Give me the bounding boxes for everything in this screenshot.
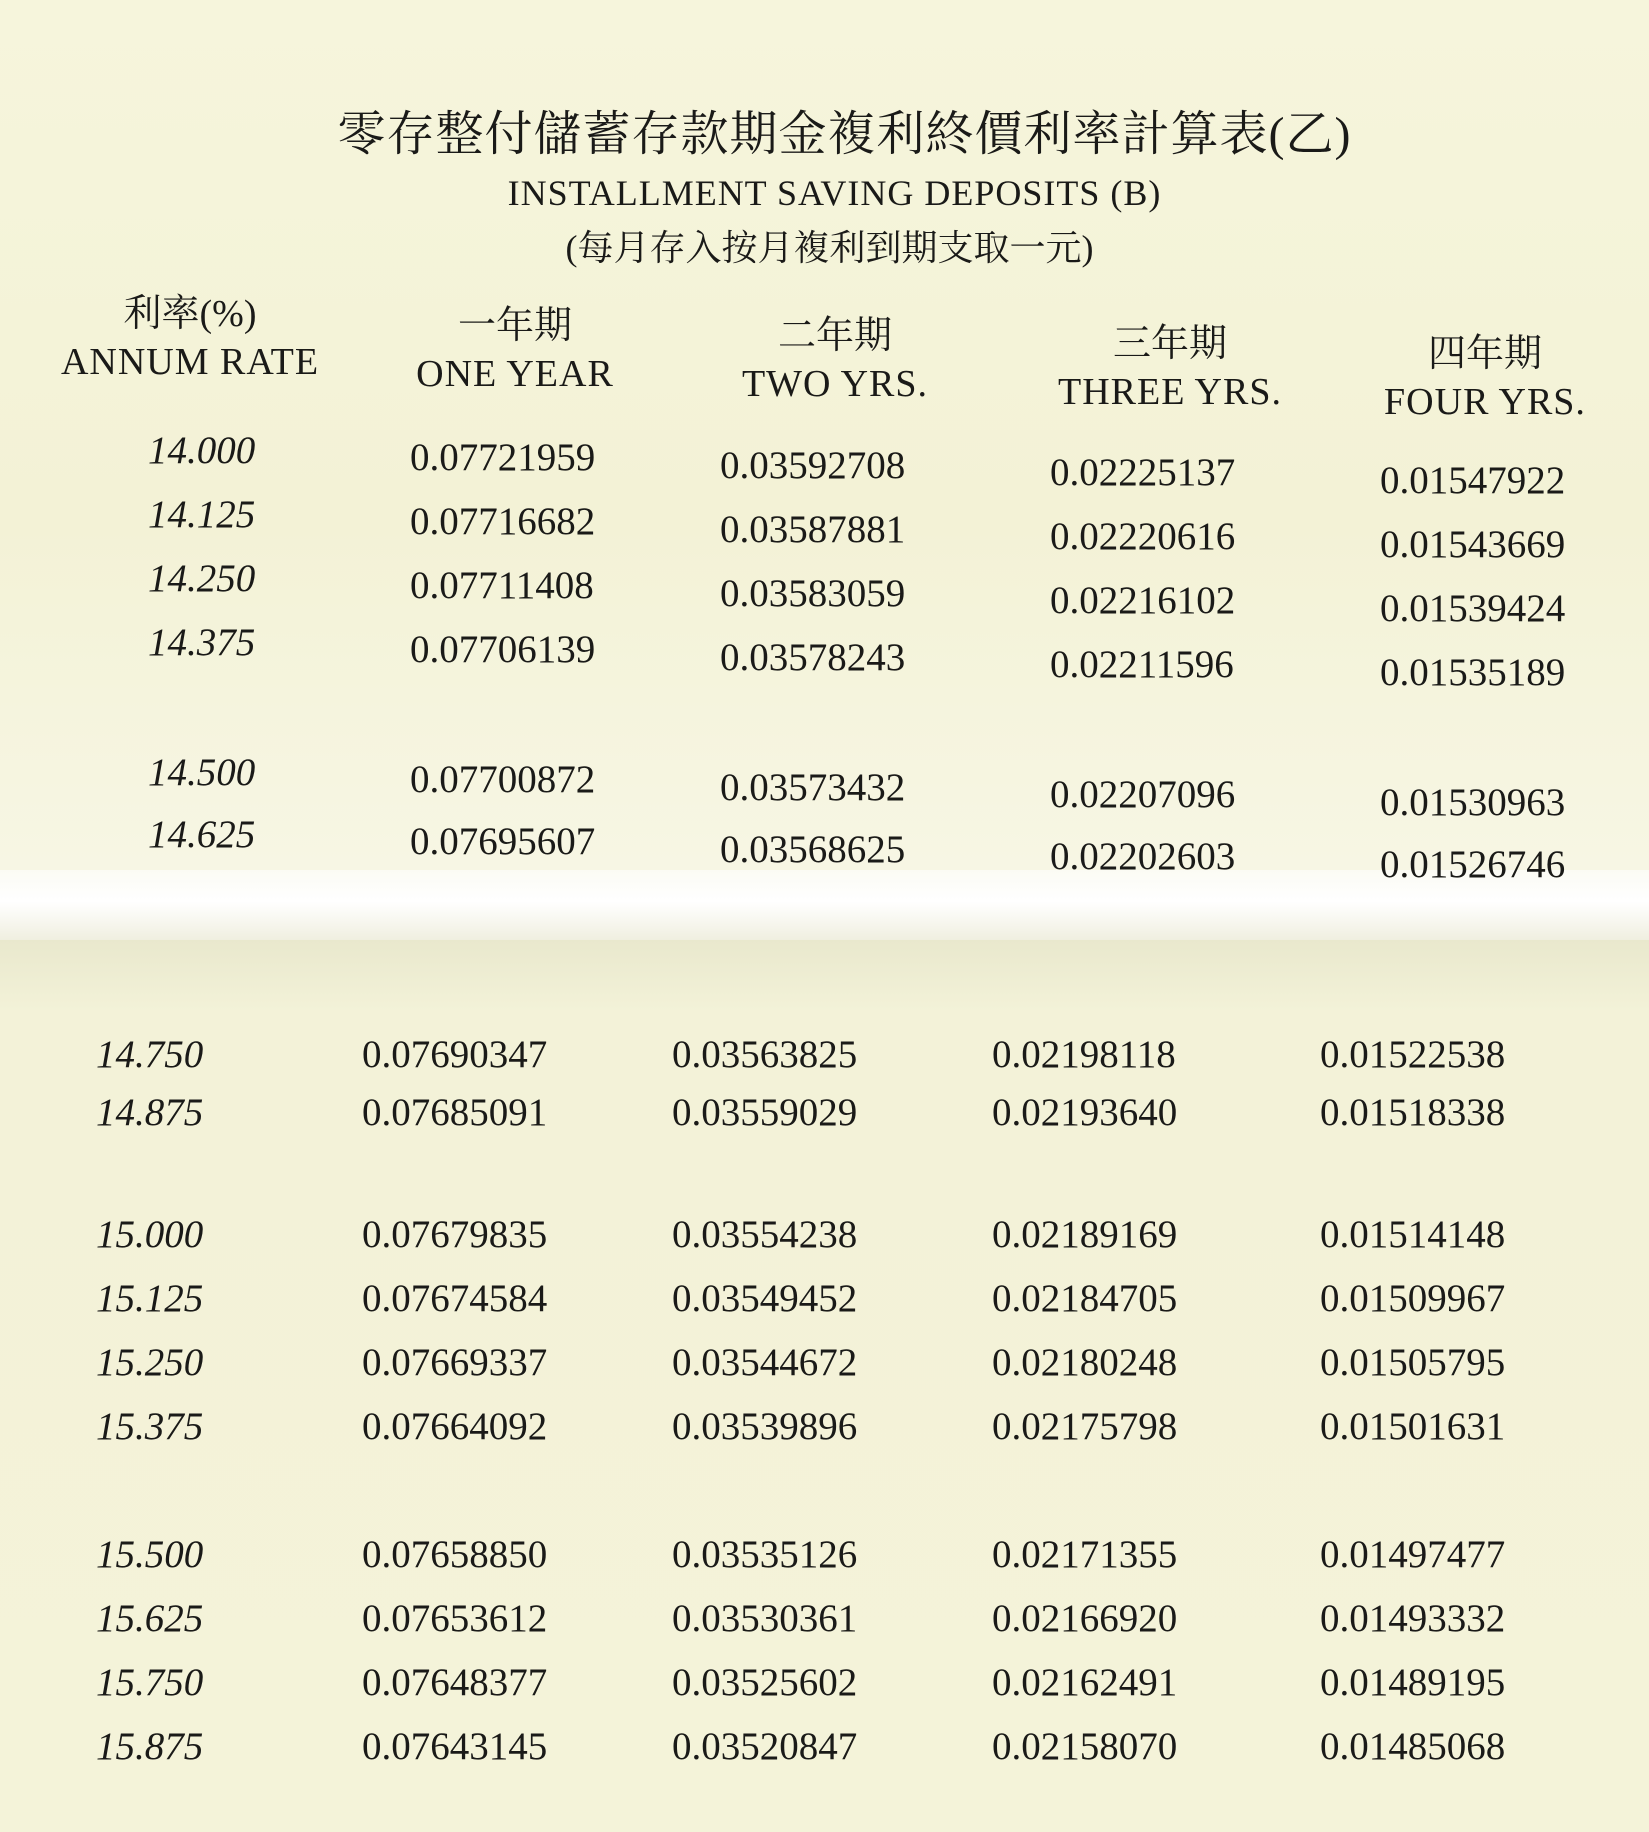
cell-two-yrs: 0.03587881 [720,508,906,551]
subtitle-chinese: (每月存入按月複利到期支取一元) [565,228,1094,268]
cell-rate: 15.875 [96,1725,204,1768]
header-rate-zh: 利率(%) [123,293,257,335]
cell-four-yrs: 0.01485068 [1320,1725,1506,1768]
cell-four-yrs: 0.01547922 [1380,459,1566,502]
cell-four-yrs: 0.01505795 [1320,1341,1506,1384]
cell-four-yrs: 0.01522538 [1320,1033,1506,1076]
cell-rate: 14.250 [148,557,256,600]
header-two-yrs-en: TWO YRS. [741,363,929,405]
title-english: INSTALLMENT SAVING DEPOSITS (B) [507,173,1162,213]
header-four-yrs-en: FOUR YRS. [1384,381,1586,423]
header-three-yrs [1020,320,1320,416]
header-three-yrs-zh: 三年期 [1112,323,1227,365]
cell-rate: 15.750 [96,1661,204,1704]
cell-three-yrs: 0.02202603 [1050,835,1236,878]
header-rate-en: ANNUM RATE [60,341,320,383]
cell-three-yrs: 0.02193640 [992,1091,1178,1134]
cell-four-yrs: 0.01514148 [1320,1213,1506,1256]
cell-one-year: 0.07721959 [410,436,596,479]
cell-four-yrs: 0.01493332 [1320,1597,1506,1640]
cell-rate: 15.125 [96,1277,204,1320]
header-four-yrs [1350,330,1620,426]
cell-four-yrs: 0.01489195 [1320,1661,1506,1704]
cell-one-year: 0.07658850 [362,1533,548,1576]
cell-three-yrs: 0.02211596 [1050,643,1234,686]
cell-two-yrs: 0.03549452 [672,1277,858,1320]
cell-four-yrs: 0.01518338 [1320,1091,1506,1134]
cell-two-yrs: 0.03563825 [672,1033,858,1076]
cell-one-year: 0.07695607 [410,820,596,863]
cell-two-yrs: 0.03535126 [672,1533,858,1576]
cell-rate: 15.500 [96,1533,204,1576]
cell-one-year: 0.07716682 [410,500,596,543]
cell-one-year: 0.07700872 [410,758,596,801]
header-two-yrs [700,312,970,408]
cell-two-yrs: 0.03539896 [672,1405,858,1448]
cell-four-yrs: 0.01543669 [1380,523,1566,566]
cell-rate: 14.500 [148,751,256,794]
header-one-year-zh: 一年期 [457,305,572,347]
cell-one-year: 0.07653612 [362,1597,548,1640]
cell-rate: 14.875 [96,1091,204,1134]
cell-two-yrs: 0.03530361 [672,1597,858,1640]
cell-rate: 15.000 [96,1213,204,1256]
cell-three-yrs: 0.02216102 [1050,579,1236,622]
cell-four-yrs: 0.01530963 [1380,781,1566,824]
cell-three-yrs: 0.02171355 [992,1533,1178,1576]
cell-three-yrs: 0.02158070 [992,1725,1178,1768]
cell-four-yrs: 0.01497477 [1320,1533,1506,1576]
cell-one-year: 0.07679835 [362,1213,548,1256]
cell-one-year: 0.07690347 [362,1033,548,1076]
cell-rate: 15.625 [96,1597,204,1640]
cell-three-yrs: 0.02175798 [992,1405,1178,1448]
header-three-yrs-en: THREE YRS. [1058,371,1282,413]
cell-one-year: 0.07669337 [362,1341,548,1384]
cell-one-year: 0.07648377 [362,1661,548,1704]
cell-one-year: 0.07674584 [362,1277,548,1320]
cell-two-yrs: 0.03559029 [672,1091,858,1134]
cell-three-yrs: 0.02180248 [992,1341,1178,1384]
cell-four-yrs: 0.01501631 [1320,1405,1506,1448]
cell-rate: 14.125 [148,493,256,536]
cell-four-yrs: 0.01539424 [1380,587,1566,630]
cell-two-yrs: 0.03583059 [720,572,906,615]
header-one-year [380,302,650,398]
cell-one-year: 0.07711408 [410,564,594,607]
cell-three-yrs: 0.02198118 [992,1033,1176,1076]
header-rate [40,290,340,386]
cell-three-yrs: 0.02166920 [992,1597,1178,1640]
cell-two-yrs: 0.03525602 [672,1661,858,1704]
cell-rate: 14.625 [148,813,256,856]
header-four-yrs-zh: 四年期 [1427,333,1542,375]
title-chinese: 零存整付儲蓄存款期金複利終價利率計算表(乙) [337,108,1352,161]
cell-rate: 14.375 [148,621,256,664]
cell-three-yrs: 0.02162491 [992,1661,1178,1704]
header-one-year-en: ONE YEAR [416,353,614,395]
cell-four-yrs: 0.01509967 [1320,1277,1506,1320]
cell-three-yrs: 0.02184705 [992,1277,1178,1320]
cell-two-yrs: 0.03592708 [720,444,906,487]
cell-three-yrs: 0.02225137 [1050,451,1236,494]
cell-two-yrs: 0.03578243 [720,636,906,679]
cell-four-yrs: 0.01535189 [1380,651,1566,694]
cell-one-year: 0.07643145 [362,1725,548,1768]
cell-two-yrs: 0.03573432 [720,766,906,809]
title-block [0,95,1649,271]
cell-two-yrs: 0.03520847 [672,1725,858,1768]
cell-three-yrs: 0.02220616 [1050,515,1236,558]
cell-two-yrs: 0.03554238 [672,1213,858,1256]
cell-two-yrs: 0.03568625 [720,828,906,871]
cell-rate: 15.250 [96,1341,204,1384]
cell-one-year: 0.07664092 [362,1405,548,1448]
cell-two-yrs: 0.03544672 [672,1341,858,1384]
cell-three-yrs: 0.02189169 [992,1213,1178,1256]
cell-rate: 14.000 [148,429,256,472]
cell-one-year: 0.07706139 [410,628,596,671]
cell-three-yrs: 0.02207096 [1050,773,1236,816]
header-two-yrs-zh: 二年期 [777,315,892,357]
cell-rate: 15.375 [96,1405,204,1448]
cell-rate: 14.750 [96,1033,204,1076]
cell-one-year: 0.07685091 [362,1091,548,1134]
cell-four-yrs: 0.01526746 [1380,843,1566,886]
